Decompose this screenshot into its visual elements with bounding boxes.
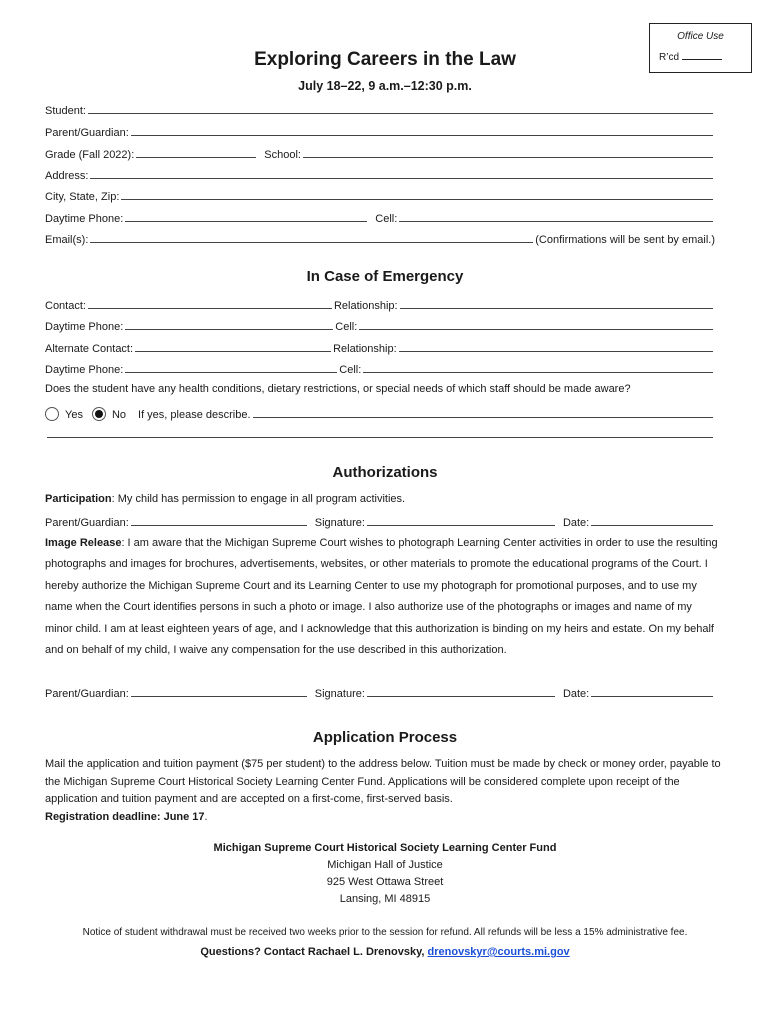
image-date-field[interactable] — [591, 695, 713, 697]
participation-date-field[interactable] — [591, 524, 713, 526]
school-field[interactable] — [303, 156, 713, 158]
image-parent-field[interactable] — [131, 695, 307, 697]
alt-daytime-phone-field[interactable] — [125, 371, 337, 373]
application-heading: Application Process — [312, 729, 458, 746]
address-line-3: Lansing, MI 48915 — [339, 893, 431, 905]
grade-school-row: Grade (Fall 2022): School: — [45, 146, 715, 161]
confirmation-note: (Confirmations will be sent by email.) — [535, 234, 715, 246]
address-line-2: 925 West Ottawa Street — [326, 876, 444, 888]
address-line-1: Michigan Hall of Justice — [327, 859, 443, 871]
health-answer-row: Yes No If yes, please describe. — [45, 403, 715, 421]
alt-contact-row: Alternate Contact: Relationship: — [45, 340, 715, 355]
city-state-zip-field[interactable]: City, State, Zip: — [45, 188, 715, 203]
health-describe-line-2[interactable] — [45, 426, 715, 441]
questions-contact: Questions? Contact Rachael L. Drenovsky, drenovskyr@courts.mi.gov — [200, 946, 570, 958]
application-body: Mail the application and tuition payment ($75 per student) to the address below. Tuition must be made by check or money order, payable to the Michigan Supreme Court Historical Society Learning Center Fund. Applications will be considered complete upon receipt of the application and tuition payment and are accepted on a first-come, first-served basis. Registration deadline: June 17. — [45, 758, 721, 823]
relationship-field[interactable] — [400, 307, 713, 309]
student-cell-field[interactable] — [399, 220, 713, 222]
alt-phone-row: Daytime Phone: Cell: — [45, 361, 715, 376]
contact-daytime-phone-field[interactable] — [125, 328, 333, 330]
alt-relationship-field[interactable] — [399, 350, 713, 352]
no-radio[interactable] — [92, 407, 106, 421]
contact-email-link[interactable]: drenovskyr@courts.mi.gov — [427, 946, 570, 958]
parent-guardian-field[interactable]: Parent/Guardian: — [45, 124, 715, 139]
image-signature-field[interactable] — [367, 695, 555, 697]
student-daytime-phone-field[interactable] — [125, 220, 367, 222]
student-field[interactable]: Student: — [45, 102, 715, 117]
participation-signature-row: Parent/Guardian: Signature: Date: — [45, 514, 715, 529]
office-use-label: Office Use — [677, 31, 724, 42]
emergency-heading: In Case of Emergency — [306, 268, 464, 285]
alt-cell-field[interactable] — [363, 371, 713, 373]
yes-radio[interactable] — [45, 407, 59, 421]
email-field[interactable] — [90, 241, 533, 243]
grade-field[interactable] — [136, 156, 256, 158]
participation-parent-field[interactable] — [131, 524, 307, 526]
participation-text: Participation: My child has permission to engage in all program activities. — [45, 493, 406, 505]
student-phone-row: Daytime Phone: Cell: — [45, 210, 715, 225]
address-org: Michigan Supreme Court Historical Society Learning Center Fund — [213, 842, 557, 854]
contact-cell-field[interactable] — [359, 328, 713, 330]
page-title: Exploring Careers in the Law — [254, 49, 516, 70]
withdrawal-notice: Notice of student withdrawal must be received two weeks prior to the session for refund. All refunds will be less a 15% administrative fee. — [82, 927, 688, 938]
contact-field[interactable] — [88, 307, 332, 309]
received-field[interactable]: R’cd — [659, 50, 722, 63]
authorizations-heading: Authorizations — [332, 464, 438, 481]
participation-signature-field[interactable] — [367, 524, 555, 526]
program-dates: July 18–22, 9 a.m.–12:30 p.m. — [298, 79, 472, 93]
registration-deadline: Registration deadline: June 17 — [45, 810, 205, 823]
address-field[interactable]: Address: — [45, 167, 715, 182]
image-release-text: Image Release: I am aware that the Michigan Supreme Court wishes to photograph Learning Center activities in order to use the resulting photographs and images for brochures, advertisements, websites, or other materials to promote the educational programs of the Court. I hereby authorize the Michigan Supreme Court and its Learning Center to use my photograph for promotional purposes, and to use my name when the Court identifies persons in such a photo or image. I also authorize use of the photographs or images and name of my minor child. I am at least eighteen years of age, and I acknowledge that this authorization is binding on my heirs and estate. On my behalf and on behalf of my child, I waive any compensation for the use described in this authorization. — [45, 537, 718, 657]
email-row: Email(s): (Confirmations will be sent by email.) — [45, 234, 715, 246]
health-question: Does the student have any health conditions, dietary restrictions, or special needs of which staff should be made aware? — [45, 383, 631, 395]
health-describe-field[interactable] — [253, 416, 713, 418]
alt-contact-field[interactable] — [135, 350, 331, 352]
image-release-signature-row: Parent/Guardian: Signature: Date: — [45, 685, 715, 700]
contact-phone-row: Daytime Phone: Cell: — [45, 318, 715, 333]
contact-row: Contact: Relationship: — [45, 297, 715, 312]
